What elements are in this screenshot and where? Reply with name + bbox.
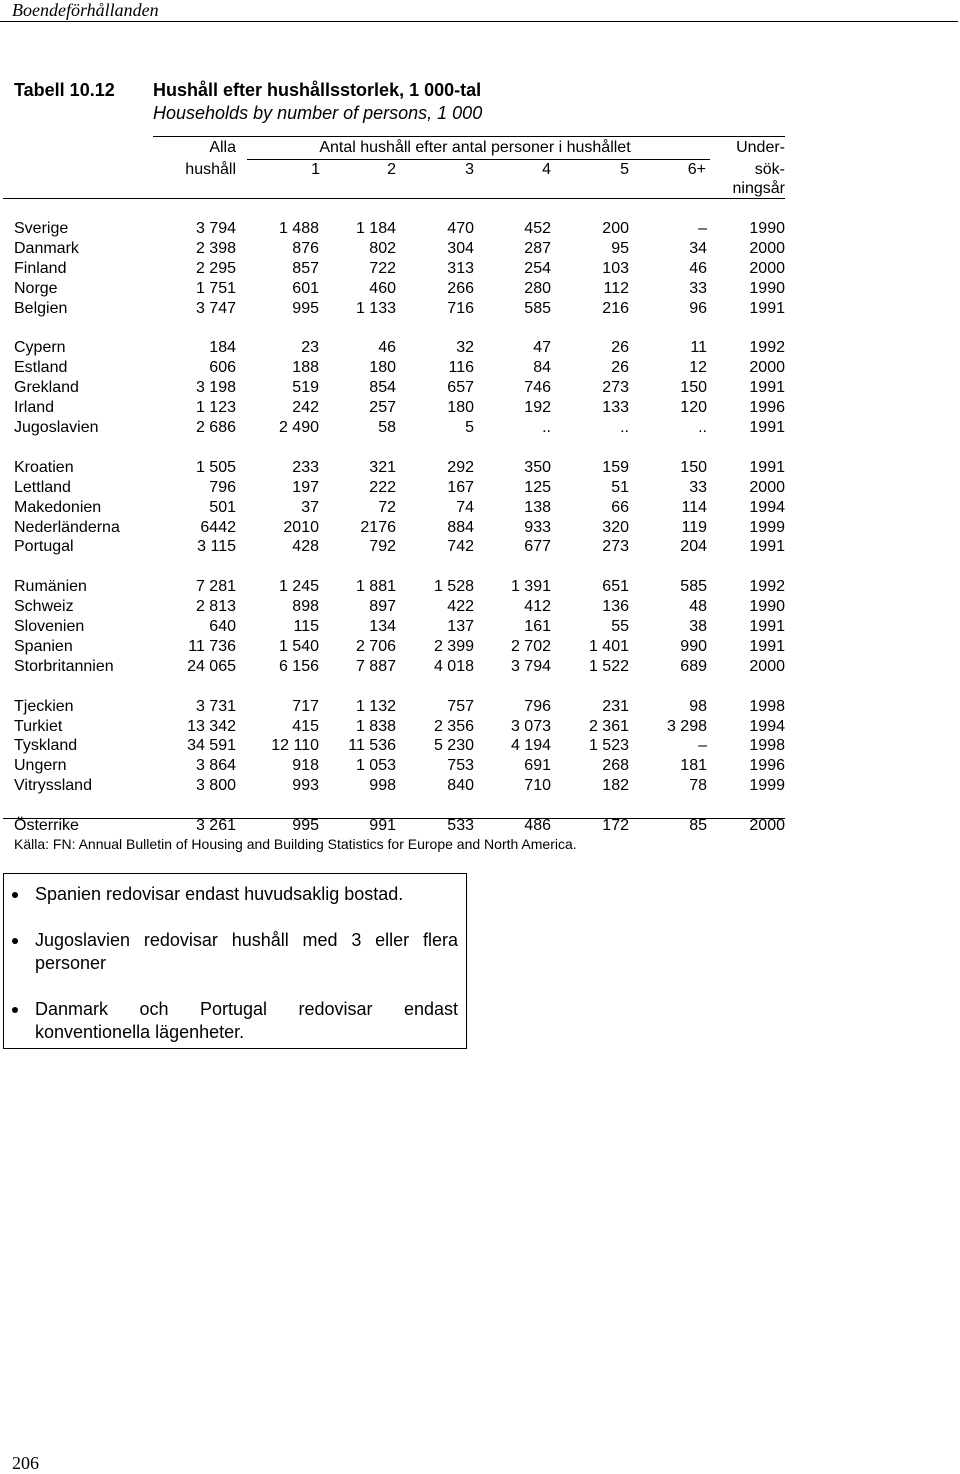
cell-p6plus: 85 <box>689 817 707 834</box>
cell-p6plus: – <box>698 220 707 237</box>
cell-p5: 159 <box>602 458 629 476</box>
cell-country: Ungern <box>14 757 67 775</box>
cell-p2: 722 <box>369 259 396 277</box>
running-head: Boendeförhållanden <box>12 0 159 20</box>
cell-p2: 998 <box>369 777 396 795</box>
cell-p6plus: 38 <box>689 618 707 635</box>
cell-country: Nederländerna <box>14 518 120 536</box>
table-row <box>0 756 800 776</box>
cell-all: 2 398 <box>195 239 236 257</box>
table-row <box>0 418 800 438</box>
cell-country: Danmark <box>14 239 79 257</box>
cell-p3: 884 <box>447 518 474 536</box>
cell-p6plus: 585 <box>680 578 707 596</box>
cell-p4: 192 <box>524 399 551 417</box>
cell-p2: 1 053 <box>355 757 396 775</box>
header-all-line2: hushåll <box>185 161 236 178</box>
cell-year: 2000 <box>749 657 785 675</box>
cell-p5: 200 <box>602 220 629 237</box>
cell-country: Makedonien <box>14 498 102 516</box>
cell-p2: 134 <box>369 618 396 635</box>
cell-p3: 74 <box>456 498 474 516</box>
cell-country: Cypern <box>14 339 66 357</box>
cell-all: 3 198 <box>195 379 236 397</box>
cell-p6plus: 3 298 <box>666 717 707 735</box>
cell-all: 3 794 <box>195 220 236 237</box>
cell-p6plus: 120 <box>680 399 707 417</box>
cell-year: 1994 <box>749 717 785 735</box>
cell-p4: 1 391 <box>510 578 551 596</box>
cell-year: 2000 <box>749 478 785 496</box>
cell-p6plus: 33 <box>689 279 707 297</box>
cell-year: 1996 <box>749 399 785 417</box>
cell-p6plus: 150 <box>680 379 707 397</box>
cell-p1: 428 <box>292 538 319 556</box>
cell-p1: 1 540 <box>278 637 319 655</box>
table-row <box>0 577 800 597</box>
cell-year: 1999 <box>749 777 785 795</box>
cell-year: 1990 <box>749 220 785 237</box>
cell-p1: 12 110 <box>271 737 319 755</box>
cell-p4: 677 <box>524 538 551 556</box>
notes-box <box>3 873 467 1049</box>
cell-p2: 180 <box>369 359 396 377</box>
cell-country: Slovenien <box>14 618 85 635</box>
cell-country: Österrike <box>14 817 79 834</box>
cell-p3: 180 <box>447 399 474 417</box>
cell-p3: 716 <box>447 299 474 317</box>
cell-country: Belgien <box>14 299 68 317</box>
cell-year: 2000 <box>749 239 785 257</box>
cell-country: Tjeckien <box>14 697 74 715</box>
cell-p5: 55 <box>611 618 629 635</box>
cell-p1: 2 490 <box>278 419 319 436</box>
cell-p5: 26 <box>611 339 629 357</box>
cell-p4: 254 <box>524 259 551 277</box>
cell-p6plus: 181 <box>680 757 707 775</box>
table-row <box>0 478 800 498</box>
cell-p3: 4 018 <box>433 657 474 675</box>
cell-p1: 415 <box>292 717 319 735</box>
cell-country: Lettland <box>14 478 71 496</box>
cell-p6plus: 34 <box>689 239 707 257</box>
cell-all: 3 864 <box>195 757 236 775</box>
table-row <box>0 458 800 478</box>
header-rule <box>0 21 958 22</box>
header-persons-1: 1 <box>311 161 320 178</box>
cell-country: Sverige <box>14 220 69 237</box>
cell-all: 606 <box>209 359 236 377</box>
cell-country: Norge <box>14 279 58 297</box>
header-year-line3: ningsår <box>732 180 785 197</box>
cell-year: 1994 <box>749 498 785 516</box>
cell-all: 3 747 <box>195 299 236 317</box>
cell-p4: 350 <box>524 458 551 476</box>
cell-year: 1992 <box>749 578 785 596</box>
header-group-label: Antal hushåll efter antal personer i hushållet <box>319 139 631 156</box>
cell-p3: 840 <box>447 777 474 795</box>
cell-year: 1990 <box>749 279 785 297</box>
cell-p5: 651 <box>602 578 629 596</box>
cell-p3: 2 399 <box>433 637 474 655</box>
cell-p1: 233 <box>292 458 319 476</box>
table-row <box>0 498 800 518</box>
cell-p6plus: .. <box>698 419 707 436</box>
cell-all: 184 <box>209 339 236 357</box>
note-text: Jugoslavien redovisar hushåll med 3 eller flera personer <box>35 930 458 973</box>
cell-p4: 280 <box>524 279 551 297</box>
cell-p3: 533 <box>447 817 474 834</box>
table-row <box>0 697 800 717</box>
cell-p3: 470 <box>447 220 474 237</box>
cell-p3: 32 <box>456 339 474 357</box>
cell-p4: 486 <box>524 817 551 834</box>
cell-p2: 1 132 <box>355 697 396 715</box>
cell-year: 1998 <box>749 737 785 755</box>
cell-p5: 1 523 <box>588 737 629 755</box>
cell-year: 1991 <box>749 379 785 397</box>
cell-p3: 313 <box>447 259 474 277</box>
cell-all: 1 505 <box>195 458 236 476</box>
cell-country: Rumänien <box>14 578 87 596</box>
cell-p1: 2010 <box>283 518 319 536</box>
bullet-icon <box>12 1007 18 1013</box>
cell-p1: 519 <box>292 379 319 397</box>
cell-p5: 103 <box>602 259 629 277</box>
header-year-line2: sök- <box>754 161 785 178</box>
cell-all: 2 686 <box>195 419 236 436</box>
cell-p3: 5 <box>465 419 474 436</box>
cell-p5: 133 <box>602 399 629 417</box>
cell-p3: 1 528 <box>433 578 474 596</box>
table-title: Hushåll efter hushållsstorlek, 1 000-tal <box>153 80 482 100</box>
cell-country: Jugoslavien <box>14 419 99 436</box>
cell-country: Vitryssland <box>14 777 92 795</box>
cell-p1: 242 <box>292 399 319 417</box>
cell-year: 1998 <box>749 697 785 715</box>
cell-p3: 422 <box>447 598 474 616</box>
cell-p3: 167 <box>447 478 474 496</box>
cell-p4: 287 <box>524 239 551 257</box>
cell-p2: 257 <box>369 399 396 417</box>
cell-p4: .. <box>542 419 551 436</box>
cell-p2: 72 <box>378 498 396 516</box>
header-all-line1: Alla <box>209 139 236 156</box>
cell-p4: 746 <box>524 379 551 397</box>
cell-p4: 3 794 <box>510 657 551 675</box>
table-row <box>0 358 800 378</box>
cell-year: 1991 <box>749 419 785 436</box>
bullet-icon <box>12 938 18 944</box>
cell-all: 1 751 <box>195 279 236 297</box>
cell-p4: 138 <box>524 498 551 516</box>
cell-p1: 995 <box>292 817 319 834</box>
table-row <box>0 518 800 538</box>
table-row <box>0 597 800 617</box>
table-row <box>0 537 800 557</box>
table-row <box>0 617 800 637</box>
cell-p1: 918 <box>292 757 319 775</box>
cell-p6plus: 33 <box>689 478 707 496</box>
cell-all: 3 115 <box>197 538 236 556</box>
cell-p4: 125 <box>524 478 551 496</box>
cell-p2: 46 <box>378 339 396 357</box>
source-note: Källa: FN: Annual Bulletin of Housing and Building Statistics for Europe and North America. <box>14 836 577 852</box>
bullet-icon <box>12 892 18 898</box>
cell-all: 796 <box>209 478 236 496</box>
cell-p3: 116 <box>448 359 474 377</box>
cell-country: Turkiet <box>14 717 63 735</box>
cell-p1: 188 <box>292 359 319 377</box>
cell-country: Kroatien <box>14 458 74 476</box>
cell-year: 2000 <box>749 359 785 377</box>
table-row <box>0 816 800 836</box>
cell-p4: 412 <box>524 598 551 616</box>
cell-p4: 3 073 <box>510 717 551 735</box>
cell-p2: 11 536 <box>348 737 396 755</box>
cell-p3: 292 <box>447 458 474 476</box>
table-row <box>0 637 800 657</box>
cell-all: 3 261 <box>195 817 236 834</box>
cell-p6plus: 46 <box>689 259 707 277</box>
cell-p3: 137 <box>447 618 474 635</box>
cell-p2: 321 <box>369 458 396 476</box>
cell-p5: 66 <box>611 498 629 516</box>
note-text: Spanien redovisar endast huvudsaklig bostad. <box>35 884 404 904</box>
cell-year: 1990 <box>749 598 785 616</box>
cell-p5: 95 <box>611 239 629 257</box>
cell-country: Irland <box>14 399 55 417</box>
cell-p2: 460 <box>369 279 396 297</box>
cell-all: 13 342 <box>187 717 236 735</box>
cell-p4: 4 194 <box>510 737 551 755</box>
cell-year: 1991 <box>749 637 785 655</box>
cell-p4: 47 <box>533 339 551 357</box>
cell-all: 501 <box>209 498 236 516</box>
cell-p1: 717 <box>292 697 319 715</box>
cell-p4: 452 <box>524 220 551 237</box>
cell-year: 1992 <box>749 339 785 357</box>
cell-year: 1999 <box>749 518 785 536</box>
table-number: Tabell 10.12 <box>14 80 115 100</box>
cell-p4: 2 702 <box>510 637 551 655</box>
cell-p2: 854 <box>369 379 396 397</box>
cell-all: 3 731 <box>195 697 236 715</box>
cell-year: 1991 <box>749 538 785 556</box>
cell-p5: 112 <box>603 279 629 297</box>
cell-p2: 897 <box>369 598 396 616</box>
table-row <box>0 717 800 737</box>
cell-year: 1996 <box>749 757 785 775</box>
cell-p1: 601 <box>292 279 319 297</box>
note-text: Danmark och Portugal redovisar endast konventionella lägenheter. <box>35 999 458 1042</box>
cell-p6plus: 689 <box>680 657 707 675</box>
table-row <box>0 239 800 259</box>
cell-p1: 995 <box>292 299 319 317</box>
cell-p5: 136 <box>602 598 629 616</box>
cell-p3: 742 <box>447 538 474 556</box>
cell-p6plus: 98 <box>689 697 707 715</box>
cell-p6plus: – <box>698 737 707 755</box>
cell-all: 2 295 <box>195 259 236 277</box>
cell-country: Portugal <box>14 538 74 556</box>
cell-year: 1991 <box>749 618 785 635</box>
cell-p1: 197 <box>292 478 319 496</box>
cell-p5: 26 <box>611 359 629 377</box>
table-row <box>0 736 800 756</box>
header-persons-4: 4 <box>542 161 551 178</box>
cell-country: Estland <box>14 359 68 377</box>
cell-p4: 691 <box>524 757 551 775</box>
cell-p3: 753 <box>447 757 474 775</box>
cell-p1: 857 <box>292 259 319 277</box>
cell-p6plus: 204 <box>680 538 707 556</box>
cell-p5: 2 361 <box>588 717 629 735</box>
cell-p5: .. <box>620 419 629 436</box>
cell-p2: 1 133 <box>355 299 396 317</box>
cell-p2: 2176 <box>360 518 396 536</box>
table-row <box>0 279 800 299</box>
cell-p5: 320 <box>602 518 629 536</box>
cell-all: 7 281 <box>195 578 236 596</box>
header-persons-2: 2 <box>387 161 396 178</box>
cell-p5: 273 <box>602 538 629 556</box>
table-bottom-rule <box>3 818 785 819</box>
cell-p6plus: 78 <box>689 777 707 795</box>
cell-p1: 115 <box>293 618 319 635</box>
cell-p4: 84 <box>533 359 551 377</box>
cell-p4: 585 <box>524 299 551 317</box>
cell-year: 1991 <box>749 299 785 317</box>
cell-p3: 657 <box>447 379 474 397</box>
cell-p5: 1 522 <box>588 657 629 675</box>
cell-all: 24 065 <box>187 657 236 675</box>
cell-p5: 273 <box>602 379 629 397</box>
cell-p3: 2 356 <box>433 717 474 735</box>
cell-all: 11 736 <box>188 637 236 655</box>
table-row <box>0 657 800 677</box>
page-number: 206 <box>12 1453 39 1473</box>
table-row <box>0 299 800 319</box>
cell-p5: 182 <box>602 777 629 795</box>
cell-p6plus: 990 <box>680 637 707 655</box>
cell-p1: 6 156 <box>278 657 319 675</box>
cell-p6plus: 12 <box>689 359 707 377</box>
cell-p2: 1 881 <box>355 578 396 596</box>
table-top-rule <box>153 136 785 137</box>
cell-country: Schweiz <box>14 598 74 616</box>
cell-p6plus: 96 <box>689 299 707 317</box>
header-year-line1: Under- <box>736 139 785 156</box>
cell-p2: 58 <box>378 419 396 436</box>
cell-all: 34 591 <box>187 737 236 755</box>
cell-p4: 933 <box>524 518 551 536</box>
cell-country: Tyskland <box>14 737 78 755</box>
cell-year: 1991 <box>749 458 785 476</box>
cell-p5: 216 <box>602 299 629 317</box>
cell-p5: 231 <box>602 697 629 715</box>
table-row <box>0 776 800 796</box>
cell-p1: 993 <box>292 777 319 795</box>
cell-p1: 1 488 <box>278 220 319 237</box>
table-subtitle: Households by number of persons, 1 000 <box>153 103 483 123</box>
cell-p2: 991 <box>369 817 396 834</box>
cell-country: Storbritannien <box>14 657 114 675</box>
cell-p4: 796 <box>524 697 551 715</box>
cell-all: 3 800 <box>195 777 236 795</box>
table-row <box>0 338 800 358</box>
cell-p1: 898 <box>292 598 319 616</box>
cell-p3: 266 <box>447 279 474 297</box>
cell-p6plus: 114 <box>681 498 707 516</box>
table-row <box>0 259 800 279</box>
cell-p3: 5 230 <box>433 737 474 755</box>
header-bottom-rule <box>3 198 785 199</box>
cell-year: 2000 <box>749 817 785 834</box>
cell-p4: 161 <box>524 618 551 635</box>
cell-p5: 268 <box>602 757 629 775</box>
cell-p2: 802 <box>369 239 396 257</box>
table-row <box>0 219 800 239</box>
cell-p2: 7 887 <box>355 657 396 675</box>
cell-all: 6442 <box>200 518 236 536</box>
table-row <box>0 398 800 418</box>
table-row <box>0 378 800 398</box>
cell-country: Grekland <box>14 379 79 397</box>
cell-p3: 757 <box>447 697 474 715</box>
cell-p5: 51 <box>611 478 629 496</box>
cell-p1: 37 <box>301 498 319 516</box>
cell-p2: 792 <box>369 538 396 556</box>
cell-p1: 23 <box>301 339 319 357</box>
cell-all: 1 123 <box>195 399 236 417</box>
cell-p5: 172 <box>602 817 629 834</box>
cell-p6plus: 150 <box>680 458 707 476</box>
cell-p1: 876 <box>292 239 319 257</box>
cell-p1: 1 245 <box>278 578 319 596</box>
cell-p6plus: 119 <box>681 518 707 536</box>
header-persons-3: 3 <box>465 161 474 178</box>
cell-year: 2000 <box>749 259 785 277</box>
cell-p4: 710 <box>524 777 551 795</box>
cell-p3: 304 <box>447 239 474 257</box>
cell-p2: 1 184 <box>355 220 396 237</box>
header-persons-5: 5 <box>620 161 629 178</box>
cell-country: Spanien <box>14 637 73 655</box>
cell-p2: 1 838 <box>355 717 396 735</box>
cell-country: Finland <box>14 259 67 277</box>
header-persons-6plus: 6+ <box>687 161 706 178</box>
cell-p2: 222 <box>369 478 396 496</box>
cell-p5: 1 401 <box>588 637 629 655</box>
cell-p6plus: 48 <box>689 598 707 616</box>
cell-all: 2 813 <box>195 598 236 616</box>
cell-p2: 2 706 <box>355 637 396 655</box>
cell-all: 640 <box>209 618 236 635</box>
cell-p6plus: 11 <box>690 339 707 357</box>
